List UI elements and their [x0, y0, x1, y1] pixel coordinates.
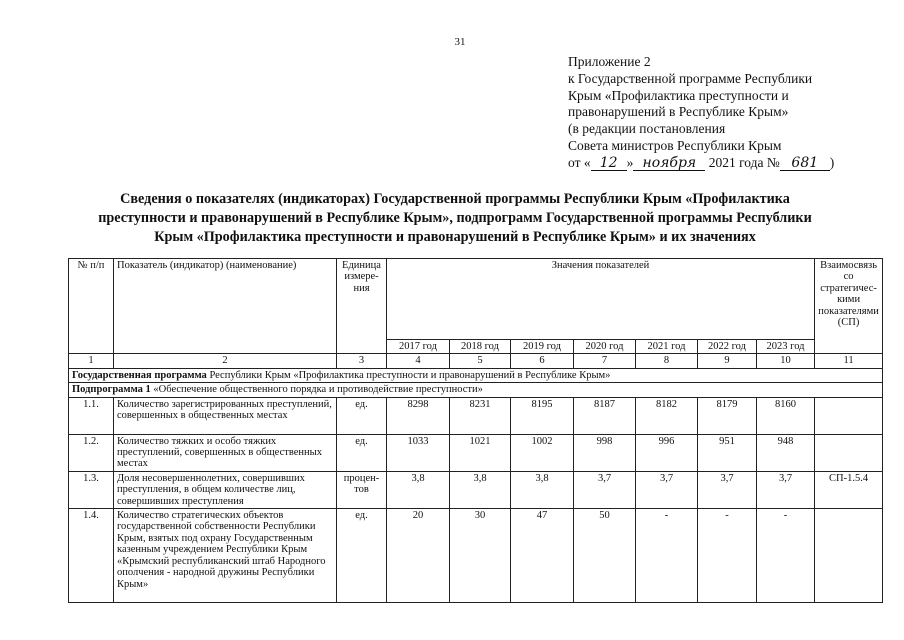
column-index: 4 [387, 354, 450, 368]
row-value: 3,7 [636, 471, 698, 508]
appendix-date-line [568, 155, 898, 172]
program-label: Государственная программа [72, 369, 207, 381]
column-index: 2 [114, 354, 337, 368]
row-value: 1033 [387, 434, 450, 471]
row-unit: ед. [337, 434, 387, 471]
row-value: 998 [574, 434, 636, 471]
column-index: 7 [574, 354, 636, 368]
date-prefix: от « [568, 154, 591, 170]
row-value: 47 [511, 509, 574, 603]
row-value: 3,7 [698, 471, 757, 508]
row-value: - [698, 509, 757, 603]
row-value: 951 [698, 434, 757, 471]
row-value: 3,7 [757, 471, 815, 508]
header-year: 2018 год [450, 340, 511, 354]
row-relation [815, 434, 883, 471]
table-row [69, 434, 883, 471]
row-unit: процен-тов [337, 471, 387, 508]
appendix-line: Приложение 2 [568, 54, 651, 69]
row-value: 1002 [511, 434, 574, 471]
header-year: 2020 год [574, 340, 636, 354]
indicators-table [68, 258, 883, 603]
subprogram-label: Подпрограмма 1 [72, 384, 151, 396]
row-value: 3,8 [450, 471, 511, 508]
header-unit: Единица измере-ния [337, 259, 387, 354]
row-num: 1.1. [69, 397, 114, 434]
appendix-line: Крым «Профилактика преступности и [568, 87, 789, 103]
column-index: 11 [815, 354, 883, 368]
row-indicator: Количество зарегистрированных преступлений, совершенных в общественных местах [114, 397, 337, 434]
row-value: - [757, 509, 815, 603]
header-year: 2019 год [511, 340, 574, 354]
column-index: 9 [698, 354, 757, 368]
header-values: Значения показателей [387, 259, 815, 340]
row-value: 3,7 [574, 471, 636, 508]
header-year: 2023 год [757, 340, 815, 354]
row-value: 8160 [757, 397, 815, 434]
document-title [60, 190, 850, 247]
row-value: 996 [636, 434, 698, 471]
row-relation: СП-1.5.4 [815, 471, 883, 508]
column-index: 5 [450, 354, 511, 368]
column-index: 8 [636, 354, 698, 368]
row-relation [815, 509, 883, 603]
appendix-line: правонарушений в Республике Крым» [568, 104, 789, 120]
program-title: Республики Крым «Профилактика преступности и правонарушений в Республике Крым» [206, 369, 611, 381]
handwritten-day: 12 [591, 156, 627, 171]
row-num: 1.2. [69, 434, 114, 471]
date-year: 2021 года № [708, 154, 780, 170]
program-row [69, 368, 883, 382]
appendix-line: (в редакции постановления [568, 121, 726, 137]
column-index: 1 [69, 354, 114, 368]
row-num: 1.3. [69, 471, 114, 508]
appendix-block [568, 54, 898, 172]
header-year: 2017 год [387, 340, 450, 354]
row-value: 50 [574, 509, 636, 603]
row-value: 3,8 [387, 471, 450, 508]
header-relation: Взаимосвязь со стратегичес-кими показателями (СП) [815, 259, 883, 354]
header-year: 2021 год [636, 340, 698, 354]
header-num: № п/п [69, 259, 114, 354]
row-value: 30 [450, 509, 511, 603]
page-number: 31 [454, 36, 466, 48]
subprogram-row [69, 383, 883, 397]
row-value: 1021 [450, 434, 511, 471]
handwritten-doc-number: 681 [780, 156, 830, 171]
row-value: 8182 [636, 397, 698, 434]
appendix-line: Совета министров Республики Крым [568, 137, 782, 153]
handwritten-month: ноября [633, 156, 705, 171]
column-index: 3 [337, 354, 387, 368]
column-index: 10 [757, 354, 815, 368]
row-value: 8179 [698, 397, 757, 434]
row-num: 1.4. [69, 509, 114, 603]
header-indicator: Показатель (индикатор) (наименование) [114, 259, 337, 354]
table-row [69, 509, 883, 603]
row-unit: ед. [337, 397, 387, 434]
subprogram-title: «Обеспечение общественного порядка и противодействие преступности» [150, 384, 483, 396]
row-value: 8187 [574, 397, 636, 434]
row-indicator: Доля несовершеннолетних, совершивших преступления, в общем количестве лиц, совершивших преступления [114, 471, 337, 508]
appendix-line: к Государственной программе Республики [568, 70, 813, 86]
row-value: 948 [757, 434, 815, 471]
date-quote: » [626, 154, 634, 170]
title-line: Крым «Профилактика преступности и правонарушений в Республике Крым» и их значениях [154, 229, 756, 245]
row-relation [815, 397, 883, 434]
column-index: 6 [511, 354, 574, 368]
date-suffix: ) [829, 154, 835, 170]
row-value: 8195 [511, 397, 574, 434]
title-line: Сведения о показателях (индикаторах) Государственной программы Республики Крым «Профилактика [120, 191, 790, 207]
row-value: 20 [387, 509, 450, 603]
row-unit: ед. [337, 509, 387, 603]
row-value: 3,8 [511, 471, 574, 508]
row-value: - [636, 509, 698, 603]
row-value: 8298 [387, 397, 450, 434]
row-value: 8231 [450, 397, 511, 434]
title-line: преступности и правонарушений в Республике Крым», подпрограмм Государственной программы Республики [98, 210, 812, 226]
row-indicator: Количество тяжких и особо тяжких преступлений, совершенных в общественных местах [114, 434, 337, 471]
header-year: 2022 год [698, 340, 757, 354]
row-indicator: Количество стратегических объектов государственной собственности Республики Крым, взятых под охрану Государственным казенным учреждением Республики Крым «Крымский республиканский штаб Народного ополчения - народной дружины Республики Крым» [114, 509, 337, 603]
table-row [69, 471, 883, 508]
table-row [69, 397, 883, 434]
